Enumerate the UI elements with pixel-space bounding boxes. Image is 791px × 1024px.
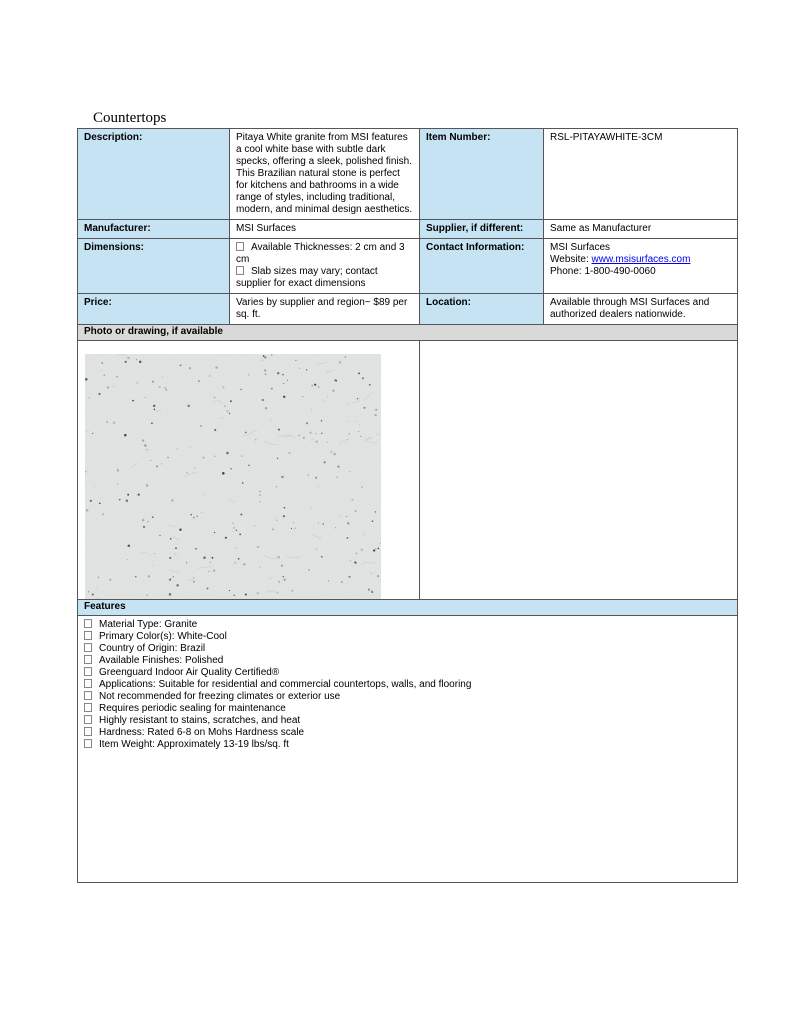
feature-item: Available Finishes: Polished (84, 655, 731, 667)
photo-cell (78, 341, 420, 600)
granite-sample-image (85, 354, 381, 600)
dimensions-item: Available Thicknesses: 2 cm and 3 cm (236, 242, 405, 265)
contact-value (544, 239, 738, 294)
row-features (78, 616, 738, 883)
checkbox-icon (236, 266, 244, 275)
dimensions-item: Slab sizes may vary; contact supplier for exact dimensions (236, 266, 378, 289)
feature-item: Greenguard Indoor Air Quality Certified® (84, 667, 731, 679)
checkbox-icon (84, 715, 92, 724)
dimensions-label: Dimensions: (78, 239, 230, 294)
checkbox-icon (84, 667, 92, 676)
checkbox-icon (84, 703, 92, 712)
features-label: Features (78, 600, 738, 616)
item-number-value: RSL-PITAYAWHITE-3CM (544, 129, 738, 220)
feature-item: Material Type: Granite (84, 619, 731, 631)
checkbox-icon (84, 631, 92, 640)
contact-label: Contact Information: (420, 239, 544, 294)
checkbox-icon (84, 727, 92, 736)
row-manufacturer (78, 220, 738, 239)
feature-item: Item Weight: Approximately 13-19 lbs/sq. ft (84, 739, 731, 751)
checkbox-icon (84, 679, 92, 688)
contact-website: Website: www.msisurfaces.com (550, 254, 691, 265)
supplier-value: Same as Manufacturer (544, 220, 738, 239)
price-value: Varies by supplier and region~ $89 per sq. ft. (230, 294, 420, 325)
checkbox-icon (84, 643, 92, 652)
feature-item: Country of Origin: Brazil (84, 643, 731, 655)
photo-section-label: Photo or drawing, if available (78, 325, 738, 341)
supplier-label: Supplier, if different: (420, 220, 544, 239)
location-value: Available through MSI Surfaces and authorized dealers nationwide. (544, 294, 738, 325)
checkbox-icon (84, 691, 92, 700)
row-photo-header (78, 325, 738, 341)
contact-name: MSI Surfaces (550, 242, 611, 253)
feature-item: Hardness: Rated 6-8 on Mohs Hardness scale (84, 727, 731, 739)
manufacturer-value: MSI Surfaces (230, 220, 420, 239)
location-label: Location: (420, 294, 544, 325)
row-photo (78, 341, 738, 600)
photo-empty-cell (420, 341, 738, 600)
row-description (78, 129, 738, 220)
contact-phone: Phone: 1-800-490-0060 (550, 266, 656, 277)
item-number-label: Item Number: (420, 129, 544, 220)
features-list (78, 616, 738, 883)
checkbox-icon (84, 655, 92, 664)
description-value: Pitaya White granite from MSI features a cool white base with subtle dark specks, offering a sleek, polished finish. This Brazilian natural stone is perfect for kitchens and bathrooms in a wide range of styles, including traditional, modern, and minimal design aesthetics. (230, 129, 420, 220)
spec-sheet-table (77, 128, 738, 883)
page-title: Countertops (93, 110, 167, 126)
row-dimensions (78, 239, 738, 294)
feature-item: Applications: Suitable for residential and commercial countertops, walls, and flooring (84, 679, 731, 691)
checkbox-icon (236, 242, 244, 251)
checkbox-icon (84, 739, 92, 748)
feature-item: Highly resistant to stains, scratches, and heat (84, 715, 731, 727)
dimensions-value (230, 239, 420, 294)
row-price (78, 294, 738, 325)
feature-item: Not recommended for freezing climates or exterior use (84, 691, 731, 703)
row-features-header (78, 600, 738, 616)
price-label: Price: (78, 294, 230, 325)
checkbox-icon (84, 619, 92, 628)
feature-item: Requires periodic sealing for maintenance (84, 703, 731, 715)
manufacturer-label: Manufacturer: (78, 220, 230, 239)
feature-item: Primary Color(s): White-Cool (84, 631, 731, 643)
description-label: Description: (78, 129, 230, 220)
website-link[interactable]: www.msisurfaces.com (591, 254, 691, 265)
